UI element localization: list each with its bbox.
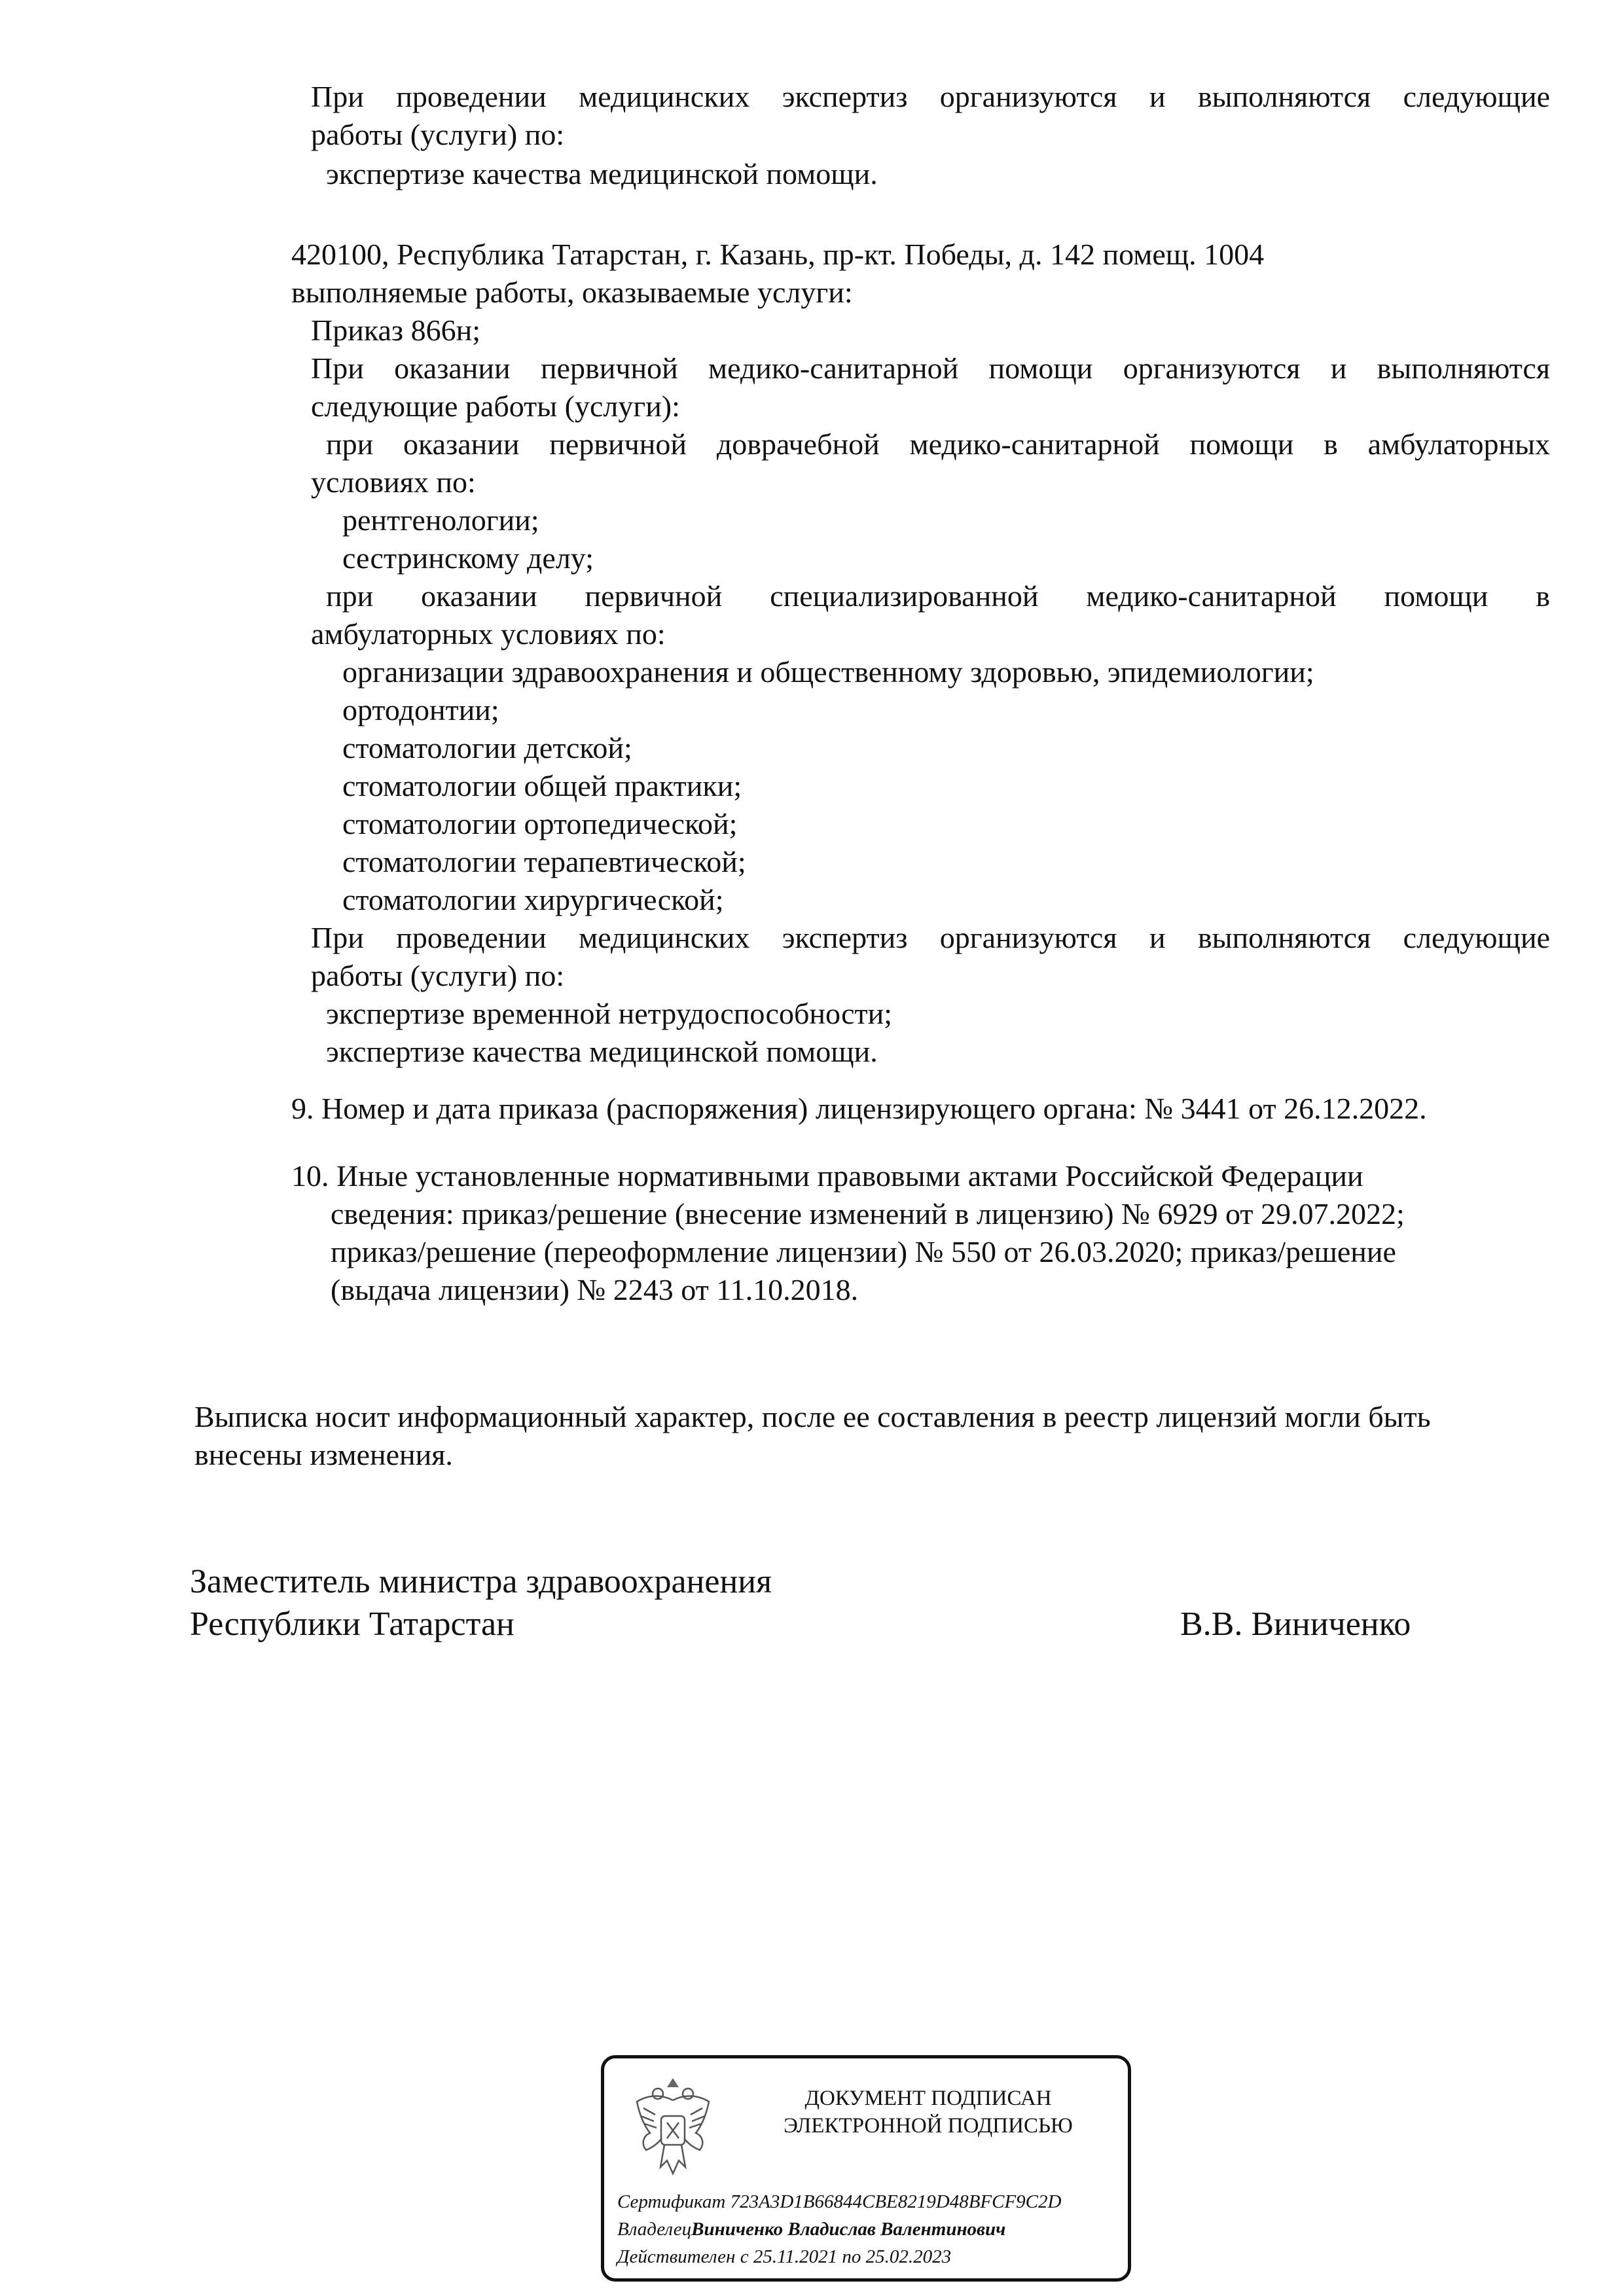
notice-line-2: внесены изменения. — [194, 1438, 453, 1471]
block2-line-8: амбулаторных условиях по: — [311, 617, 666, 651]
stamp-owner — [617, 2217, 1005, 2242]
signer-position-line-2: Республики Татарстан — [190, 1605, 514, 1643]
item-10-line-4: (выдача лицензии) № 2243 от 11.10.2018. — [331, 1273, 859, 1306]
block2-line-18: экспертизе временной нетрудоспособности; — [326, 997, 893, 1030]
stamp-owner-value: Виниченко Владислав Валентинович — [691, 2219, 1006, 2240]
block2-line-3: при оказании первичной доврачебной медико-санитарной помощи в амбулаторных — [326, 427, 1550, 461]
block2-line-14: стоматологии терапевтической; — [342, 845, 746, 878]
order-866n: Приказ 866н; — [311, 314, 480, 347]
block2-line-4: условиях по: — [311, 465, 476, 499]
stamp-certificate — [617, 2189, 1061, 2214]
block2-line-5: рентгенологии; — [342, 503, 539, 537]
block2-line-12: стоматологии общей практики; — [342, 769, 742, 802]
block2-line-6: сестринскому делу; — [342, 541, 594, 575]
stamp-owner-label: Владелец — [617, 2219, 692, 2240]
block1-line-2: работы (услуги) по: — [311, 118, 565, 151]
item-10-line-2: сведения: приказ/решение (внесение изменений в лицензию) № 6929 от 29.07.2022; — [331, 1197, 1405, 1230]
block2-line-7: при оказании первичной специализированной медико-санитарной помощи в — [326, 579, 1550, 613]
notice-line-1: Выписка носит информационный характер, после ее составления в реестр лицензий могли быть — [194, 1400, 1431, 1433]
item-10-line-3: приказ/решение (переоформление лицензии) № 550 от 26.03.2020; приказ/решение — [331, 1235, 1396, 1268]
address: 420100, Республика Татарстан, г. Казань, пр-кт. Победы, д. 142 помещ. 1004 — [291, 238, 1265, 271]
block2-line-2: следующие работы (услуги): — [311, 389, 680, 423]
works-header: выполняемые работы, оказываемые услуги: — [291, 276, 853, 309]
block2-line-13: стоматологии ортопедической; — [342, 807, 738, 840]
block2-line-15: стоматологии хирургической; — [342, 883, 724, 916]
block1-line-3: экспертизе качества медицинской помощи. — [326, 157, 878, 190]
item-10-line-1: 10. Иные установленные нормативными правовыми актами Российской Федерации — [291, 1159, 1363, 1193]
stamp-title-line-2: ЭЛЕКТРОННОЙ ПОДПИСЬЮ — [784, 2114, 1073, 2138]
block2-line-17: работы (услуги) по: — [311, 959, 565, 992]
stamp-cert-label: Сертификат — [617, 2191, 726, 2212]
coat-of-arms-icon — [624, 2075, 722, 2180]
block2-line-16: При проведении медицинских экспертиз организуются и выполняются следующие — [311, 921, 1550, 954]
stamp-validity: Действителен с 25.11.2021 по 25.02.2023 — [617, 2246, 952, 2267]
signer-position-line-1: Заместитель министра здравоохранения — [190, 1563, 772, 1600]
block2-line-19: экспертизе качества медицинской помощи. — [326, 1035, 878, 1068]
signer-name: В.В. Виниченко — [1180, 1605, 1411, 1643]
item-9: 9. Номер и дата приказа (распоряжения) лицензирующего органа: № 3441 от 26.12.2022. — [291, 1092, 1427, 1125]
block1-line-1: При проведении медицинских экспертиз организуются и выполняются следующие — [311, 80, 1550, 113]
block2-line-1: При оказании первичной медико-санитарной помощи организуются и выполняются — [311, 351, 1550, 385]
e-signature-stamp — [601, 2055, 1131, 2282]
block2-line-9: организации здравоохранения и общественному здоровью, эпидемиологии; — [342, 655, 1314, 689]
block2-line-11: стоматологии детской; — [342, 731, 632, 764]
stamp-title-line-1: ДОКУМЕНТ ПОДПИСАН — [804, 2087, 1052, 2110]
stamp-cert-value: 723A3D1B66844CBE8219D48BFCF9C2D — [730, 2191, 1062, 2212]
block2-line-10: ортодонтии; — [342, 693, 499, 726]
